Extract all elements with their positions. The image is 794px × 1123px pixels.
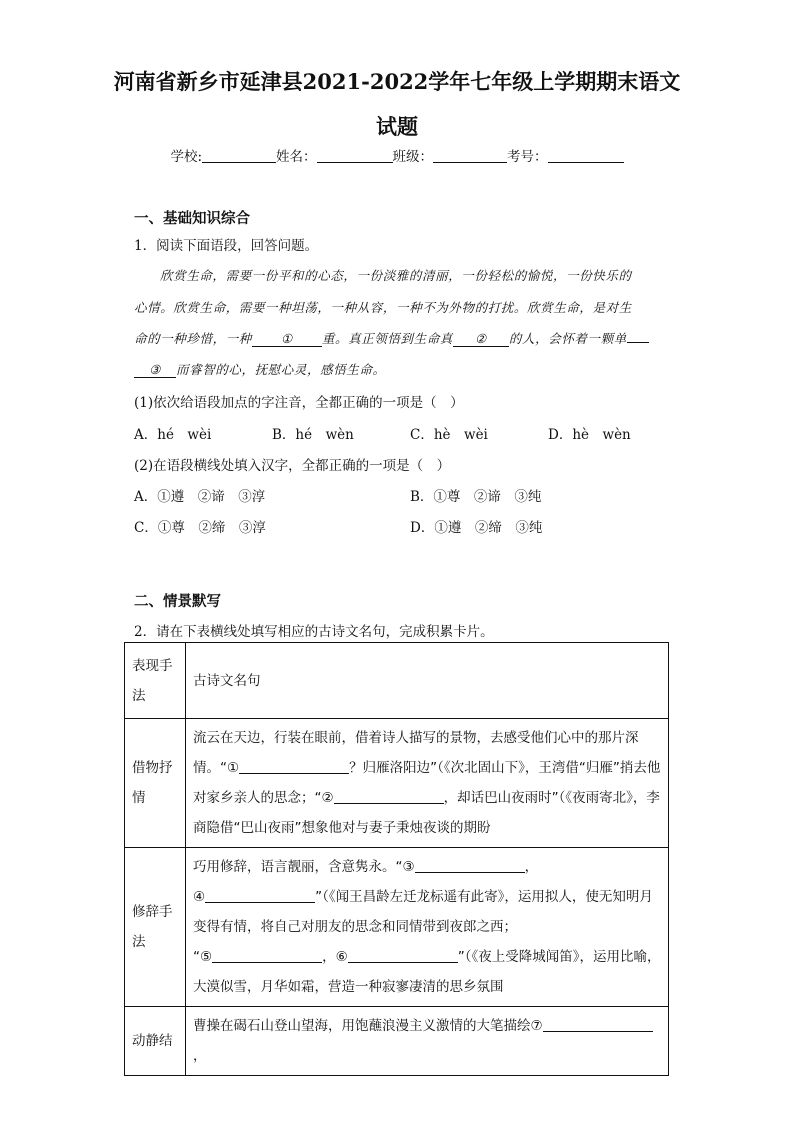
fill-blank-1[interactable] [239, 757, 349, 774]
cell-text: ④ [193, 889, 206, 905]
page-title: 河南省新乡市延津县2021-2022学年七年级上学期期末语文 [113, 69, 681, 94]
option-c[interactable]: C．①尊 ②缔 ③淳 [134, 520, 266, 536]
cell-text: ？归雁洛阳边”（《次北固山下》，王湾借“归雁”捎去他对家乡亲人的思念；“② [193, 760, 661, 806]
passage-line [134, 360, 386, 378]
section1-heading: 一、基础知识综合 [134, 210, 250, 227]
passage-blank-3a [627, 342, 649, 343]
table-row [125, 719, 669, 848]
table-cell-method: 修辞手法 [125, 848, 186, 1007]
q2-stem: 2．请在下表横线处填写相应的古诗文名句，完成积累卡片。 [134, 624, 494, 640]
option-d[interactable]: D．①遵 ②缔 ③纯 [410, 520, 543, 536]
accumulation-card-table [124, 642, 669, 1076]
passage-line [134, 329, 649, 347]
page-title-line2: 试题 [376, 114, 418, 139]
class-label: 班级： [392, 149, 434, 165]
cell-text: 曹操在碣石山登山望海，用饱蘸浪漫主义激情的大笔描绘⑦ [193, 1018, 543, 1034]
fill-blank-5[interactable] [212, 946, 322, 963]
option-b[interactable]: B．①尊 ②谛 ③纯 [410, 489, 542, 505]
passage-line: 心情。欣赏生命，需要一种坦荡，一种从容，一种不为外物的打扰。欣赏生命，是对生 [134, 300, 632, 315]
school-blank[interactable] [202, 148, 276, 163]
fill-blank-6[interactable] [348, 946, 458, 963]
table-cell-content [186, 719, 669, 848]
cell-text: ，⑥ [322, 949, 348, 965]
sub-question-1: (1)依次给语段加点的字注音，全都正确的一项是（ ） [134, 395, 464, 411]
passage-blank-1: ① [252, 331, 322, 347]
passage-text: 重。真正领悟到生命真 [321, 331, 453, 346]
cell-text: ， [524, 859, 539, 875]
name-blank[interactable] [317, 148, 393, 163]
fill-blank-7[interactable] [543, 1015, 653, 1032]
option-a[interactable]: A．①遵 ②谛 ③淳 [134, 489, 266, 505]
cell-text: ”（《闻王昌龄左迁龙标遥有此寄》，运用拟人，使无知明月变得有情，将自己对朋友的思念和同情带到夜郎之西； [193, 889, 653, 935]
option-a[interactable]: A．hé wèi [134, 427, 212, 443]
passage-text: 命的一种珍惜，一种 [134, 331, 252, 346]
option-c[interactable]: C．hè wèi [410, 427, 488, 443]
table-cell-method: 借物抒情 [125, 719, 186, 848]
passage-blank-3: ③ [134, 362, 176, 378]
fill-blank-3[interactable] [415, 856, 525, 873]
table-cell-content [186, 848, 669, 1007]
cell-text: ，却话巴山夜雨时”（《夜雨寄北》，李商隐借“巴山夜雨”想象他对与妻子秉烛夜谈的期盼 [193, 790, 660, 836]
passage-text: 而睿智的心，抚慰心灵，感悟生命。 [176, 362, 386, 377]
q1-stem: 1．阅读下面语段，回答问题。 [134, 238, 319, 254]
id-label: 考号： [507, 149, 548, 165]
section2-heading: 二、情景默写 [134, 593, 221, 610]
class-blank[interactable] [433, 148, 507, 163]
option-d[interactable]: D．hè wèn [548, 427, 631, 443]
cell-text: ”（《夜上受降城闻笛》，运用比喻，大漠似雪，月华如霜，营造一种寂寥凄清的思乡氛围 [193, 949, 661, 995]
fill-blank-4[interactable] [205, 886, 315, 903]
table-row [125, 643, 669, 719]
cell-text: “⑤ [193, 949, 213, 965]
table-cell-header: 古诗文名句 [186, 643, 669, 719]
table-cell-content [186, 1007, 669, 1076]
passage-line: 欣赏生命，需要一份平和的心态，一份淡雅的清丽，一份轻松的愉悦，一份快乐的 [160, 268, 632, 283]
table-cell-header: 表现手法 [125, 643, 186, 719]
table-row [125, 1007, 669, 1076]
passage-text: 的人，会怀着一颗单 [508, 331, 627, 346]
sub-question-2: (2)在语段横线处填入汉字，全都正确的一项是（ ） [134, 458, 451, 474]
passage-blank-2: ② [453, 331, 509, 347]
table-cell-method: 动静结 [125, 1007, 186, 1076]
option-b[interactable]: B．hé wèn [272, 427, 354, 443]
name-label: 姓名： [276, 149, 317, 165]
cell-text: 流云在天边，行装在眼前，借着诗人描写的景物，去感受他们心中的那片深情。“① [193, 730, 639, 776]
cell-text: ， [193, 1048, 207, 1064]
cell-text: 巧用修辞，语言靓丽，含意隽永。“③ [193, 859, 415, 875]
id-blank[interactable] [548, 148, 624, 163]
table-row [125, 848, 669, 1007]
school-label: 学校: [170, 149, 203, 165]
student-info-line [0, 145, 794, 165]
fill-blank-2[interactable] [334, 787, 444, 804]
